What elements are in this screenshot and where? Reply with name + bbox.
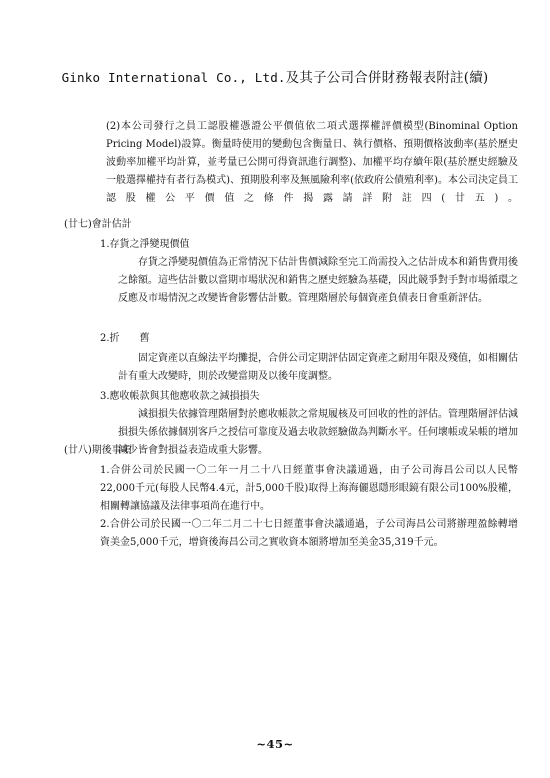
depreciation-paragraph: 固定資產以直線法平均攤提，合併公司定期評估固定資產之耐用年限及殘值，如相關估計有重大改變時，則於改變當期及以後年度調整。 — [118, 353, 518, 382]
depreciation-heading: 2.折 舊 — [100, 333, 150, 344]
inventory-heading: 1.存貨之淨變現價值 — [100, 239, 190, 250]
receivables-paragraph: 減損損失依據管理階層對於應收帳款之常規履核及可回收的性的評估。管理階層評估減損損失係依據個別客戶之授信可靠度及過去收款經驗做為判斷水平。任何壞帳或呆帳的增加減少皆會對損益表造成重大影響。 — [118, 409, 518, 456]
subsequent-event-2: 2.合併公司於民國一〇二年二月二十七日經董事會決議通過，子公司海昌公司將辦理盈餘轉增資美金5,000千元，增資後海昌公司之實收資本額將增加至美金35,319千元。 — [100, 519, 518, 548]
receivables-heading: 3.應收帳款與其他應收款之減損損失 — [100, 391, 260, 402]
page-header — [0, 66, 550, 86]
subsequent-event-1: 1.合併公司於民國一〇二年一月二十八日經董事會決議通過，由子公司海昌公司以人民幣22,000千元(每股人民幣4.4元，計5,000千股)取得上海海儷恩隱形眼鏡有限公司100%股權，相關轉讓協議及法律事項尚在進行中。 — [100, 465, 518, 512]
company-name-en: Ginko International Co., Ltd. — [61, 70, 286, 85]
section-28-heading: (廿八)期後事項 — [64, 445, 132, 456]
inventory-paragraph: 存貨之淨變現價值為正常情況下估計售價減除至完工尚需投入之估計成本和銷售費用後之餘額。這些估計數以當期市場狀況和銷售之歷史經驗為基礎，因此競爭對手對市場循環之反應及市場情況之改變皆會影響估計數。管理階層於每個資產負債表日會重新評估。 — [118, 257, 518, 304]
section-27-heading: (廿七)會計估計 — [64, 219, 132, 230]
report-title-zh: 及其子公司合併財務報表附註(續) — [285, 70, 489, 86]
option-pricing-paragraph: (2)本公司發行之員工認股權憑證公平價值依二項式選擇權評價模型(Binominal Option Pricing Model)設算。衡量時使用的變動包含衡量日、執行價格、預期價格波動率(基於歷史波動率加權平均計算，並考量已公開可得資訊進行調整)、加權平均存續年限(基於歷史經驗及一般選擇權持有者行為模式)、預期股利率及無風險利率(依政府公債殖利率)。本公司決定員工認股權公平價值之條件揭露請詳附註四(廿五)。 — [106, 121, 518, 204]
page-number: ~45~ — [256, 737, 294, 751]
